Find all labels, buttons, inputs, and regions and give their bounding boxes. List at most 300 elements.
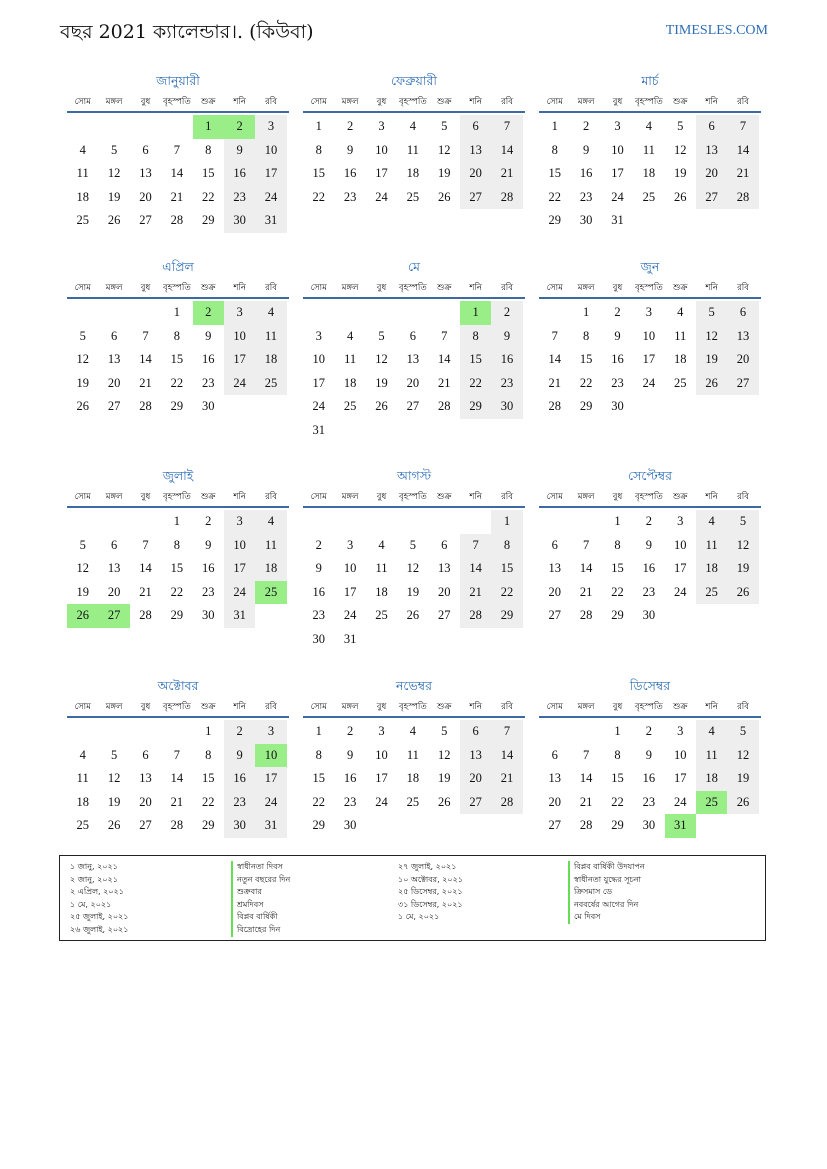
day-cell: 16 [202, 561, 215, 575]
day-cell: 20 [548, 794, 561, 809]
weekday-label: শনি [233, 492, 246, 502]
day-cell: 17 [224, 348, 255, 372]
weekday-label: সোম [546, 702, 563, 712]
day-cell: 18 [255, 348, 286, 372]
day-cell: 18 [76, 794, 89, 809]
day-cell: 11 [674, 328, 687, 343]
day-cell: 10 [224, 325, 255, 349]
empty-cell [429, 419, 460, 443]
day-cell: 28 [491, 791, 522, 815]
day-cell: 6 [142, 747, 149, 762]
day-cell: 19 [76, 375, 89, 390]
day-cell: 10 [642, 328, 656, 343]
day-cell: 25 [375, 608, 388, 622]
day-cell: 13 [139, 771, 152, 785]
empty-cell [366, 814, 397, 838]
week-row [67, 814, 289, 838]
weekday-label: শনি [469, 702, 482, 712]
day-cell: 15 [170, 352, 184, 366]
day-cell: 14 [460, 557, 491, 581]
day-cell: 7 [582, 747, 590, 762]
legend-names-col-1 [231, 861, 290, 937]
day-cell: 27 [548, 818, 561, 832]
weekday-label: বৃহস্পতি [634, 702, 663, 712]
empty-cell [665, 604, 696, 628]
day-cell: 21 [460, 581, 491, 605]
weekday-label: রবি [265, 492, 277, 502]
day-cell: 13 [548, 561, 561, 575]
week-row [539, 186, 761, 210]
empty-cell [161, 115, 192, 139]
day-cell: 18 [674, 352, 687, 366]
day-cell: 17 [255, 767, 286, 791]
empty-cell [130, 510, 161, 534]
weekday-label: মঙ্গল [577, 97, 595, 107]
legend-date: ১ মে, ২০২১ [70, 899, 112, 909]
weekday-label: মঙ্গল [105, 702, 123, 712]
month-calendar [67, 466, 289, 628]
empty-cell [633, 209, 664, 233]
month-calendar [539, 71, 761, 233]
weekday-label: বুধ [612, 492, 623, 502]
day-cell: 5 [727, 720, 758, 744]
legend-holiday: স্বাধীনতা যুদ্ধের সূচনা [568, 874, 645, 887]
empty-cell [429, 814, 460, 838]
day-cell: 10 [224, 534, 255, 558]
week-row [303, 791, 525, 815]
empty-cell [366, 301, 397, 325]
site-link[interactable]: TIMESLES.COM [665, 23, 768, 38]
day-cell: 9 [224, 139, 255, 163]
empty-cell [727, 209, 758, 233]
week-row [539, 767, 761, 791]
day-cell: 15 [312, 166, 325, 180]
empty-cell [539, 510, 570, 534]
weekday-label: সোম [310, 702, 327, 712]
legend-holiday: স্বাধীনতা দিবস [231, 861, 290, 874]
week-row [539, 720, 761, 744]
day-cell: 17 [312, 375, 325, 390]
day-cell: 24 [255, 791, 286, 815]
week-row [539, 348, 761, 372]
day-cell: 8 [205, 142, 212, 157]
day-cell: 17 [375, 771, 388, 785]
legend-holiday: নতুন বছরের দিন [231, 874, 290, 887]
day-cell: 2 [582, 119, 590, 133]
legend-date: ২৬ জুলাই, ২০২১ [70, 924, 129, 934]
empty-cell [397, 628, 428, 652]
day-cell: 18 [255, 557, 286, 581]
month-name: মার্চ [641, 73, 659, 88]
day-cell: 29 [202, 213, 215, 227]
day-cell: 6 [727, 301, 758, 325]
day-cell: 6 [696, 115, 727, 139]
weekday-label: সোম [74, 97, 91, 107]
empty-cell [491, 628, 522, 652]
day-cell: 19 [727, 767, 758, 791]
day-cell: 31 [312, 422, 325, 437]
day-cell: 4 [255, 510, 286, 534]
weekday-label: মঙ্গল [341, 97, 359, 107]
day-cell: 24 [255, 186, 286, 210]
day-cell: 14 [170, 166, 184, 180]
weekday-header [539, 698, 761, 718]
day-cell: 30 [611, 399, 624, 413]
day-cell: 8 [205, 747, 212, 762]
day-cell: 13 [696, 139, 727, 163]
day-cell: 14 [491, 139, 522, 163]
weekday-label: বুধ [612, 97, 623, 107]
day-cell: 7 [582, 537, 590, 552]
day-cell: 3 [224, 301, 255, 325]
day-cell: 6 [460, 115, 491, 139]
day-cell: 16 [343, 771, 357, 785]
day-cell: 9 [346, 747, 354, 762]
legend-holiday: বিদ্রোহের দিন [231, 924, 290, 937]
day-cell: 25 [406, 189, 420, 204]
week-row [539, 510, 761, 534]
day-cell: 16 [642, 561, 656, 575]
week-row [303, 510, 525, 534]
legend-holiday: বিপ্লব বার্ষিকী উদযাপন [568, 861, 645, 874]
day-cell: 4 [255, 301, 286, 325]
day-cell: 7 [727, 115, 758, 139]
day-cell: 20 [406, 375, 420, 390]
weekday-label: মঙ্গল [341, 283, 359, 293]
month-calendar [67, 71, 289, 233]
empty-cell [665, 209, 696, 233]
day-cell: 12 [107, 166, 121, 180]
weekday-label: বুধ [140, 702, 151, 712]
day-cell: 7 [551, 328, 558, 343]
empty-cell [429, 628, 460, 652]
empty-cell [696, 604, 727, 628]
day-cell: 14 [438, 352, 451, 366]
week-row [67, 744, 289, 768]
day-cell: 6 [142, 142, 149, 157]
day-cell: 29 [611, 608, 624, 622]
day-cell: 12 [696, 325, 727, 349]
week-row [67, 115, 289, 139]
day-cell: 25 [255, 581, 286, 605]
day-cell: 27 [107, 399, 121, 413]
day-cell: 12 [727, 744, 758, 768]
legend-holiday: নববর্ষের আগের দিন [568, 899, 645, 912]
month-name: নভেম্বর [395, 678, 433, 693]
week-row [539, 115, 761, 139]
weekday-label: বুধ [140, 492, 151, 502]
day-cell: 1 [173, 514, 180, 528]
week-row [303, 301, 525, 325]
day-cell: 8 [614, 537, 621, 552]
month-calendar [539, 257, 761, 419]
month-calendar [539, 466, 761, 628]
weekday-label: রবি [737, 702, 749, 712]
day-cell: 26 [107, 213, 121, 227]
empty-cell [67, 720, 98, 744]
day-cell: 27 [139, 213, 152, 227]
week-row [67, 510, 289, 534]
day-cell: 27 [438, 608, 451, 622]
week-row [539, 139, 761, 163]
day-cell: 31 [224, 604, 255, 628]
day-cell: 29 [312, 818, 325, 832]
weekday-label: শুক্র [201, 97, 216, 107]
day-cell: 19 [107, 189, 121, 204]
day-cell: 25 [76, 818, 89, 832]
day-cell: 21 [170, 794, 184, 809]
day-cell: 25 [642, 189, 656, 204]
day-cell: 8 [173, 537, 180, 552]
month-name: সেপ্টেম্বর [628, 468, 672, 483]
day-cell: 27 [460, 186, 491, 210]
week-row [67, 139, 289, 163]
weekday-label: মঙ্গল [341, 492, 359, 502]
weekday-label: সোম [546, 97, 563, 107]
day-cell: 14 [139, 352, 152, 366]
day-cell: 1 [193, 115, 224, 139]
empty-cell [366, 628, 397, 652]
day-cell: 13 [107, 561, 121, 575]
weekday-label: রবি [501, 492, 513, 502]
day-cell: 2 [224, 720, 255, 744]
day-cell: 6 [551, 537, 558, 552]
day-cell: 29 [491, 604, 522, 628]
weekday-label: শনি [233, 283, 246, 293]
weekday-label: রবি [265, 702, 277, 712]
empty-cell [303, 301, 334, 325]
day-cell: 9 [224, 744, 255, 768]
day-cell: 19 [438, 771, 451, 785]
weekday-label: বৃহস্পতি [634, 97, 663, 107]
day-cell: 9 [645, 537, 652, 552]
day-cell: 4 [696, 720, 727, 744]
week-row [539, 301, 761, 325]
weekday-label: শনি [469, 97, 482, 107]
empty-cell [696, 814, 727, 838]
weekday-label: শুক্র [201, 492, 216, 502]
day-cell: 16 [642, 771, 656, 785]
day-cell: 23 [224, 186, 255, 210]
empty-cell [67, 301, 98, 325]
empty-cell [429, 301, 460, 325]
month-name: আগস্ট [396, 468, 432, 483]
day-cell: 5 [378, 328, 385, 343]
day-cell: 3 [315, 328, 322, 343]
weekday-label: শনি [469, 492, 482, 502]
day-cell: 22 [312, 794, 325, 809]
day-cell: 29 [202, 818, 215, 832]
empty-cell [397, 301, 428, 325]
empty-cell [397, 814, 428, 838]
weekday-header [539, 279, 761, 299]
day-cell: 19 [696, 348, 727, 372]
week-row [303, 767, 525, 791]
day-cell: 25 [696, 791, 727, 815]
day-cell: 22 [611, 794, 624, 809]
day-cell: 21 [548, 375, 561, 390]
day-cell: 22 [548, 189, 561, 204]
weekday-label: সোম [310, 492, 327, 502]
week-row [303, 395, 525, 419]
weekday-label: শুক্র [673, 283, 688, 293]
legend-holiday: শ্রমদিবস [231, 899, 290, 912]
day-cell: 26 [696, 372, 727, 396]
day-cell: 5 [79, 537, 86, 552]
day-cell: 13 [460, 139, 491, 163]
day-cell: 8 [582, 328, 590, 343]
empty-cell [665, 395, 696, 419]
weekday-label: বৃহস্পতি [634, 492, 663, 502]
empty-cell [539, 720, 570, 744]
legend-holiday: বিপ্লব বার্ষিকী [231, 911, 290, 924]
day-cell: 10 [312, 352, 325, 366]
day-cell: 20 [139, 189, 152, 204]
day-cell: 10 [255, 139, 286, 163]
day-cell: 20 [696, 162, 727, 186]
legend-date: ২৭ জুলাই, ২০২১ [398, 862, 457, 871]
day-cell: 24 [642, 375, 656, 390]
day-cell: 5 [110, 747, 118, 762]
legend-date: ২৫ জুলাই, ২০২১ [70, 912, 129, 922]
legend-dates-col-1 [70, 861, 128, 937]
day-cell: 9 [205, 537, 212, 552]
day-cell: 2 [491, 301, 522, 325]
weekday-header [67, 93, 289, 113]
day-cell: 10 [611, 142, 624, 157]
week-row [303, 325, 525, 349]
day-cell: 31 [611, 213, 624, 227]
day-cell: 11 [344, 352, 357, 366]
empty-cell [98, 115, 129, 139]
day-cell: 3 [224, 510, 255, 534]
day-cell: 27 [98, 604, 129, 628]
day-cell: 20 [438, 584, 451, 599]
day-cell: 31 [255, 209, 286, 233]
day-cell: 1 [582, 305, 590, 319]
day-cell: 27 [548, 608, 561, 622]
empty-cell [366, 419, 397, 443]
week-row [67, 581, 289, 605]
day-cell: 16 [202, 352, 215, 366]
day-cell: 16 [491, 348, 522, 372]
day-cell: 5 [79, 328, 86, 343]
week-row [303, 720, 525, 744]
day-cell: 29 [611, 818, 624, 832]
day-cell: 23 [579, 189, 593, 204]
day-cell: 10 [375, 142, 388, 157]
month-name: ডিসেম্বর [629, 678, 671, 693]
weekday-label: বুধ [140, 97, 151, 107]
day-cell: 13 [727, 325, 758, 349]
day-cell: 18 [406, 771, 420, 785]
day-cell: 16 [224, 162, 255, 186]
weekday-label: শনি [469, 283, 482, 293]
week-row [539, 534, 761, 558]
week-row [67, 162, 289, 186]
day-cell: 21 [139, 375, 152, 390]
day-cell: 17 [255, 162, 286, 186]
week-row [67, 325, 289, 349]
weekday-label: বৃহস্পতি [162, 702, 191, 712]
day-cell: 20 [548, 584, 561, 599]
empty-cell [460, 510, 491, 534]
weekday-label: রবি [737, 492, 749, 502]
week-row [539, 557, 761, 581]
day-cell: 15 [312, 771, 325, 785]
day-cell: 2 [224, 115, 255, 139]
legend-holiday: শুক্রবার [231, 886, 290, 899]
day-cell: 23 [642, 794, 656, 809]
weekday-label: শুক্র [673, 492, 688, 502]
weekday-label: বৃহস্পতি [398, 702, 427, 712]
day-cell: 11 [696, 744, 727, 768]
day-cell: 22 [170, 584, 184, 599]
day-cell: 7 [173, 142, 180, 157]
day-cell: 3 [677, 724, 684, 738]
empty-cell [98, 720, 129, 744]
empty-cell [255, 604, 286, 628]
day-cell: 5 [441, 724, 448, 738]
empty-cell [334, 301, 365, 325]
weekday-label: শনি [705, 492, 718, 502]
day-cell: 26 [438, 794, 451, 809]
day-cell: 23 [343, 794, 357, 809]
day-cell: 24 [674, 794, 687, 809]
day-cell: 8 [460, 325, 491, 349]
empty-cell [727, 604, 758, 628]
day-cell: 11 [406, 142, 419, 157]
day-cell: 11 [375, 561, 388, 575]
weekday-header [67, 698, 289, 718]
week-row [303, 186, 525, 210]
week-row [303, 744, 525, 768]
week-row [67, 301, 289, 325]
day-cell: 10 [674, 537, 687, 552]
day-cell: 23 [611, 375, 624, 390]
day-cell: 15 [579, 352, 593, 366]
day-cell: 10 [343, 561, 357, 575]
weekday-label: বৃহস্পতি [398, 283, 427, 293]
month-name: মে [407, 259, 420, 274]
weekday-label: রবি [737, 97, 749, 107]
day-cell: 12 [674, 142, 687, 157]
day-cell: 4 [79, 142, 86, 157]
day-cell: 21 [579, 584, 593, 599]
day-cell: 30 [343, 818, 357, 832]
day-cell: 23 [343, 189, 357, 204]
day-cell: 1 [315, 724, 322, 738]
day-cell: 15 [548, 166, 561, 180]
day-cell: 12 [438, 747, 451, 762]
weekday-header [303, 698, 525, 718]
day-cell: 8 [315, 142, 322, 157]
empty-cell [570, 720, 601, 744]
weekday-label: বুধ [140, 283, 151, 293]
weekday-label: মঙ্গল [577, 283, 595, 293]
weekday-label: মঙ্গল [105, 97, 123, 107]
day-cell: 17 [674, 561, 687, 575]
empty-cell [334, 419, 365, 443]
day-cell: 29 [579, 399, 593, 413]
day-cell: 12 [438, 142, 451, 157]
day-cell: 8 [551, 142, 558, 157]
weekday-label: শুক্র [437, 702, 452, 712]
day-cell: 15 [611, 561, 624, 575]
weekday-label: শনি [233, 702, 246, 712]
week-row [67, 791, 289, 815]
day-cell: 14 [139, 561, 152, 575]
